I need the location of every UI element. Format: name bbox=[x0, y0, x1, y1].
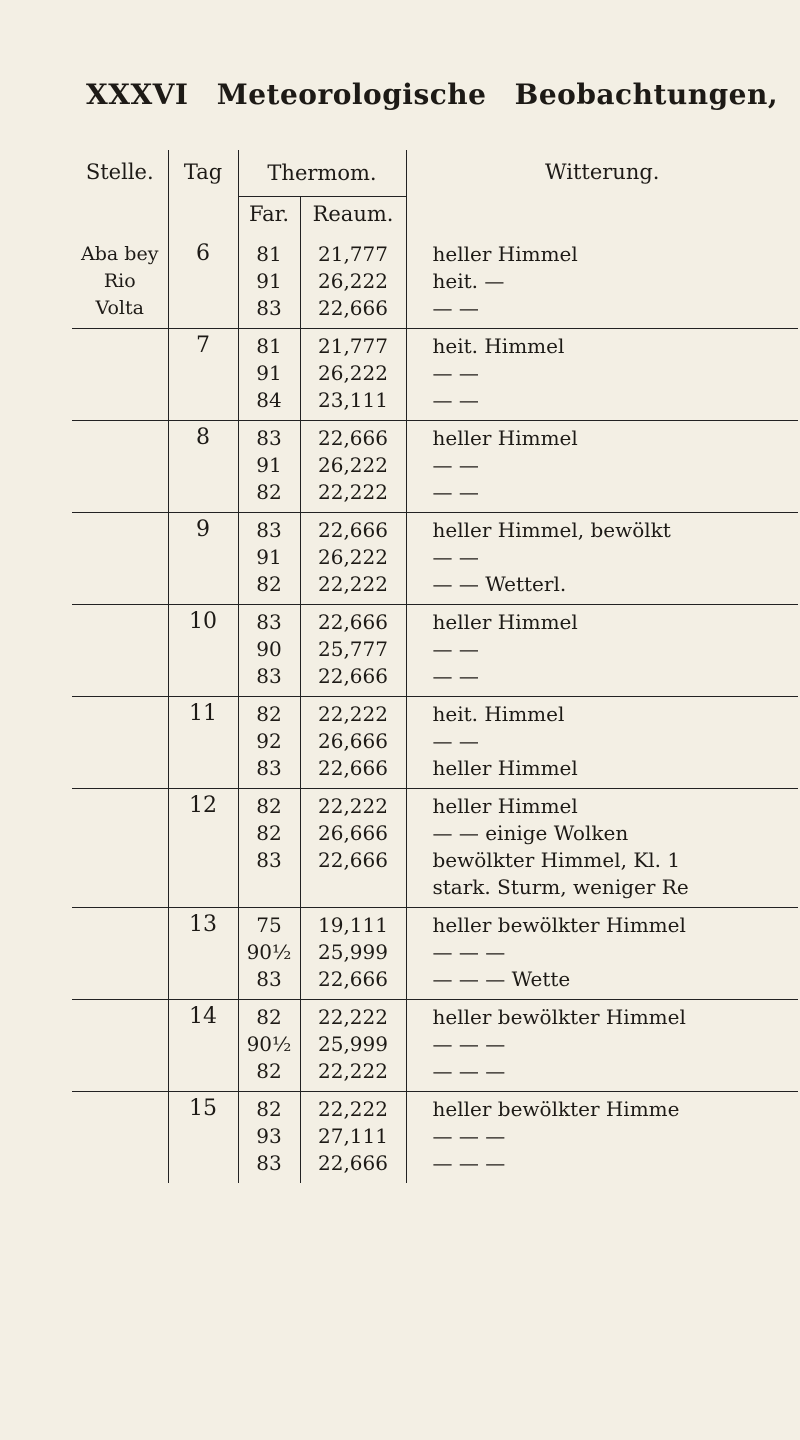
cell-reaumur bbox=[300, 1092, 406, 1184]
table-row bbox=[72, 1000, 798, 1092]
stelle-line: Aba bey bbox=[81, 243, 159, 265]
reaumur-value: 25,999 bbox=[318, 1032, 388, 1056]
day-number: 10 bbox=[189, 609, 217, 634]
cell-tag bbox=[168, 421, 238, 513]
day-number: 7 bbox=[196, 333, 210, 358]
fahrenheit-value: 83 bbox=[256, 296, 282, 320]
cell-witterung bbox=[406, 513, 798, 605]
fahrenheit-value: 82 bbox=[256, 702, 282, 726]
cell-witterung bbox=[406, 908, 798, 1000]
cell-fahrenheit bbox=[238, 513, 300, 605]
table-body bbox=[72, 231, 798, 1183]
cell-fahrenheit bbox=[238, 789, 300, 908]
fahrenheit-value: 82 bbox=[256, 821, 282, 845]
weather-text: — — — Wette bbox=[432, 967, 571, 991]
reaumur-value: 19,111 bbox=[318, 913, 388, 937]
cell-stelle bbox=[72, 329, 168, 421]
day-number: 12 bbox=[189, 793, 217, 818]
page-title-word-1: Meteorologische bbox=[216, 78, 487, 111]
cell-stelle bbox=[72, 421, 168, 513]
cell-stelle bbox=[72, 908, 168, 1000]
page-number-roman: XXXVI bbox=[86, 78, 189, 111]
cell-reaumur bbox=[300, 513, 406, 605]
column-header-stelle: Stelle. bbox=[72, 150, 168, 231]
fahrenheit-value: 92 bbox=[256, 729, 282, 753]
fahrenheit-value: 75 bbox=[256, 913, 282, 937]
column-header-thermometer: Thermom. bbox=[238, 150, 406, 197]
reaumur-value: 22,222 bbox=[318, 480, 388, 504]
cell-reaumur bbox=[300, 789, 406, 908]
fahrenheit-value: 91 bbox=[256, 269, 282, 293]
cell-tag bbox=[168, 1092, 238, 1184]
table-row bbox=[72, 421, 798, 513]
reaumur-value: 26,666 bbox=[318, 821, 388, 845]
fahrenheit-value: 83 bbox=[256, 426, 282, 450]
reaumur-value: 22,666 bbox=[318, 967, 388, 991]
reaumur-value: 21,777 bbox=[318, 242, 388, 266]
weather-text: — — bbox=[432, 361, 479, 385]
fahrenheit-value: 90½ bbox=[246, 940, 292, 964]
cell-tag bbox=[168, 513, 238, 605]
reaumur-value: 22,666 bbox=[318, 296, 388, 320]
weather-text: — — — bbox=[432, 1124, 506, 1148]
cell-tag bbox=[168, 605, 238, 697]
cell-fahrenheit bbox=[238, 421, 300, 513]
cell-fahrenheit bbox=[238, 1092, 300, 1184]
reaumur-value: 26,666 bbox=[318, 729, 388, 753]
stelle-line: Rio bbox=[103, 270, 136, 292]
cell-reaumur bbox=[300, 421, 406, 513]
reaumur-value: 26,222 bbox=[318, 269, 388, 293]
cell-witterung bbox=[406, 605, 798, 697]
cell-tag bbox=[168, 1000, 238, 1092]
fahrenheit-value: 82 bbox=[256, 1097, 282, 1121]
reaumur-value: 22,222 bbox=[318, 1097, 388, 1121]
column-header-fahrenheit: Far. bbox=[238, 197, 300, 232]
column-header-witterung: Witterung. bbox=[545, 160, 660, 184]
day-number: 13 bbox=[189, 912, 217, 937]
cell-stelle bbox=[72, 789, 168, 908]
weather-text: — — bbox=[432, 729, 479, 753]
cell-fahrenheit bbox=[238, 697, 300, 789]
fahrenheit-value: 91 bbox=[256, 545, 282, 569]
cell-tag bbox=[168, 231, 238, 329]
weather-text: heller Himmel bbox=[432, 426, 578, 450]
reaumur-value: 22,222 bbox=[318, 1005, 388, 1029]
weather-text: bewölkter Himmel, Kl. 1 bbox=[432, 848, 681, 872]
cell-stelle bbox=[72, 231, 168, 329]
weather-text: heit. — bbox=[432, 269, 505, 293]
reaumur-value: 22,666 bbox=[318, 610, 388, 634]
weather-text: heller bewölkter Himme bbox=[432, 1097, 680, 1121]
cell-witterung bbox=[406, 329, 798, 421]
weather-text: heller Himmel bbox=[432, 242, 578, 266]
fahrenheit-value: 82 bbox=[256, 480, 282, 504]
cell-stelle bbox=[72, 513, 168, 605]
reaumur-value: 23,111 bbox=[318, 388, 388, 412]
cell-stelle bbox=[72, 697, 168, 789]
weather-observation-table bbox=[72, 150, 798, 1183]
reaumur-value: 26,222 bbox=[318, 545, 388, 569]
weather-text: — — bbox=[432, 388, 479, 412]
fahrenheit-value: 81 bbox=[256, 334, 282, 358]
reaumur-value: 22,222 bbox=[318, 1059, 388, 1083]
weather-text: — — — bbox=[432, 1151, 506, 1175]
weather-text: heller bewölkter Himmel bbox=[432, 1005, 686, 1029]
weather-text: — — bbox=[432, 453, 479, 477]
day-number: 11 bbox=[189, 701, 217, 726]
fahrenheit-value: 84 bbox=[256, 388, 282, 412]
cell-fahrenheit bbox=[238, 231, 300, 329]
reaumur-value: 22,666 bbox=[318, 848, 388, 872]
weather-text: — — bbox=[432, 480, 479, 504]
reaumur-value: 25,777 bbox=[318, 637, 388, 661]
weather-text: — — — bbox=[432, 1032, 506, 1056]
reaumur-value: 26,222 bbox=[318, 453, 388, 477]
cell-tag bbox=[168, 697, 238, 789]
weather-text: — — — bbox=[432, 1059, 506, 1083]
table-row bbox=[72, 1092, 798, 1184]
fahrenheit-value: 83 bbox=[256, 664, 282, 688]
weather-text: — — einige Wolken bbox=[432, 821, 629, 845]
fahrenheit-value: 83 bbox=[256, 518, 282, 542]
column-header-reaumur: Reaum. bbox=[300, 197, 406, 232]
reaumur-value: 22,666 bbox=[318, 518, 388, 542]
cell-witterung bbox=[406, 231, 798, 329]
cell-stelle bbox=[72, 1000, 168, 1092]
reaumur-value: 27,111 bbox=[318, 1124, 388, 1148]
day-number: 9 bbox=[196, 517, 210, 542]
table-row bbox=[72, 908, 798, 1000]
stelle-line: Volta bbox=[95, 297, 144, 319]
weather-text: heit. Himmel bbox=[432, 702, 565, 726]
cell-tag bbox=[168, 789, 238, 908]
day-number: 15 bbox=[189, 1096, 217, 1121]
weather-text: — — bbox=[432, 545, 479, 569]
cell-stelle bbox=[72, 1092, 168, 1184]
reaumur-value: 25,999 bbox=[318, 940, 388, 964]
fahrenheit-value: 82 bbox=[256, 794, 282, 818]
cell-fahrenheit bbox=[238, 605, 300, 697]
cell-reaumur bbox=[300, 605, 406, 697]
weather-text: heller bewölkter Himmel bbox=[432, 913, 686, 937]
fahrenheit-value: 82 bbox=[256, 1059, 282, 1083]
fahrenheit-value: 91 bbox=[256, 361, 282, 385]
cell-witterung bbox=[406, 789, 798, 908]
cell-fahrenheit bbox=[238, 1000, 300, 1092]
reaumur-value: 21,777 bbox=[318, 334, 388, 358]
cell-tag bbox=[168, 908, 238, 1000]
fahrenheit-value: 82 bbox=[256, 1005, 282, 1029]
column-header-tag: Tag bbox=[168, 150, 238, 231]
weather-text: heit. Himmel bbox=[432, 334, 565, 358]
cell-reaumur bbox=[300, 231, 406, 329]
weather-text: — — bbox=[432, 296, 479, 320]
fahrenheit-value: 81 bbox=[256, 242, 282, 266]
fahrenheit-value: 83 bbox=[256, 756, 282, 780]
cell-tag bbox=[168, 329, 238, 421]
cell-reaumur bbox=[300, 908, 406, 1000]
weather-text: heller Himmel bbox=[432, 756, 578, 780]
cell-stelle bbox=[72, 605, 168, 697]
table-row bbox=[72, 513, 798, 605]
fahrenheit-value: 83 bbox=[256, 1151, 282, 1175]
weather-text: — — bbox=[432, 637, 479, 661]
table-row bbox=[72, 697, 798, 789]
day-number: 8 bbox=[196, 425, 210, 450]
table-row bbox=[72, 789, 798, 908]
page-header bbox=[86, 78, 779, 111]
reaumur-value: 22,666 bbox=[318, 426, 388, 450]
reaumur-value: 22,666 bbox=[318, 756, 388, 780]
weather-text: stark. Sturm, weniger Re bbox=[432, 875, 689, 899]
fahrenheit-value: 90½ bbox=[246, 1032, 292, 1056]
reaumur-value: 22,666 bbox=[318, 1151, 388, 1175]
weather-text: — — bbox=[432, 664, 479, 688]
cell-reaumur bbox=[300, 1000, 406, 1092]
reaumur-value: 22,222 bbox=[318, 702, 388, 726]
weather-text: heller Himmel, bewölkt bbox=[432, 518, 671, 542]
reaumur-value: 22,222 bbox=[318, 794, 388, 818]
table-row bbox=[72, 329, 798, 421]
day-number: 14 bbox=[189, 1004, 217, 1029]
fahrenheit-value: 91 bbox=[256, 453, 282, 477]
cell-witterung bbox=[406, 1092, 798, 1184]
fahrenheit-value: 83 bbox=[256, 967, 282, 991]
fahrenheit-value: 83 bbox=[256, 848, 282, 872]
reaumur-value: 22,222 bbox=[318, 572, 388, 596]
fahrenheit-value: 82 bbox=[256, 572, 282, 596]
weather-text: — — Wetterl. bbox=[432, 572, 567, 596]
page-title-word-2: Beobachtungen, bbox=[514, 78, 779, 111]
cell-reaumur bbox=[300, 697, 406, 789]
day-number: 6 bbox=[196, 241, 210, 266]
table-row bbox=[72, 231, 798, 329]
reaumur-value: 26,222 bbox=[318, 361, 388, 385]
cell-witterung bbox=[406, 421, 798, 513]
fahrenheit-value: 90 bbox=[256, 637, 282, 661]
cell-fahrenheit bbox=[238, 329, 300, 421]
reaumur-value: 22,666 bbox=[318, 664, 388, 688]
cell-reaumur bbox=[300, 329, 406, 421]
table-row bbox=[72, 605, 798, 697]
weather-text: heller Himmel bbox=[432, 610, 578, 634]
weather-text: heller Himmel bbox=[432, 794, 578, 818]
fahrenheit-value: 83 bbox=[256, 610, 282, 634]
cell-fahrenheit bbox=[238, 908, 300, 1000]
fahrenheit-value: 93 bbox=[256, 1124, 282, 1148]
weather-text: — — — bbox=[432, 940, 506, 964]
cell-witterung bbox=[406, 697, 798, 789]
cell-witterung bbox=[406, 1000, 798, 1092]
